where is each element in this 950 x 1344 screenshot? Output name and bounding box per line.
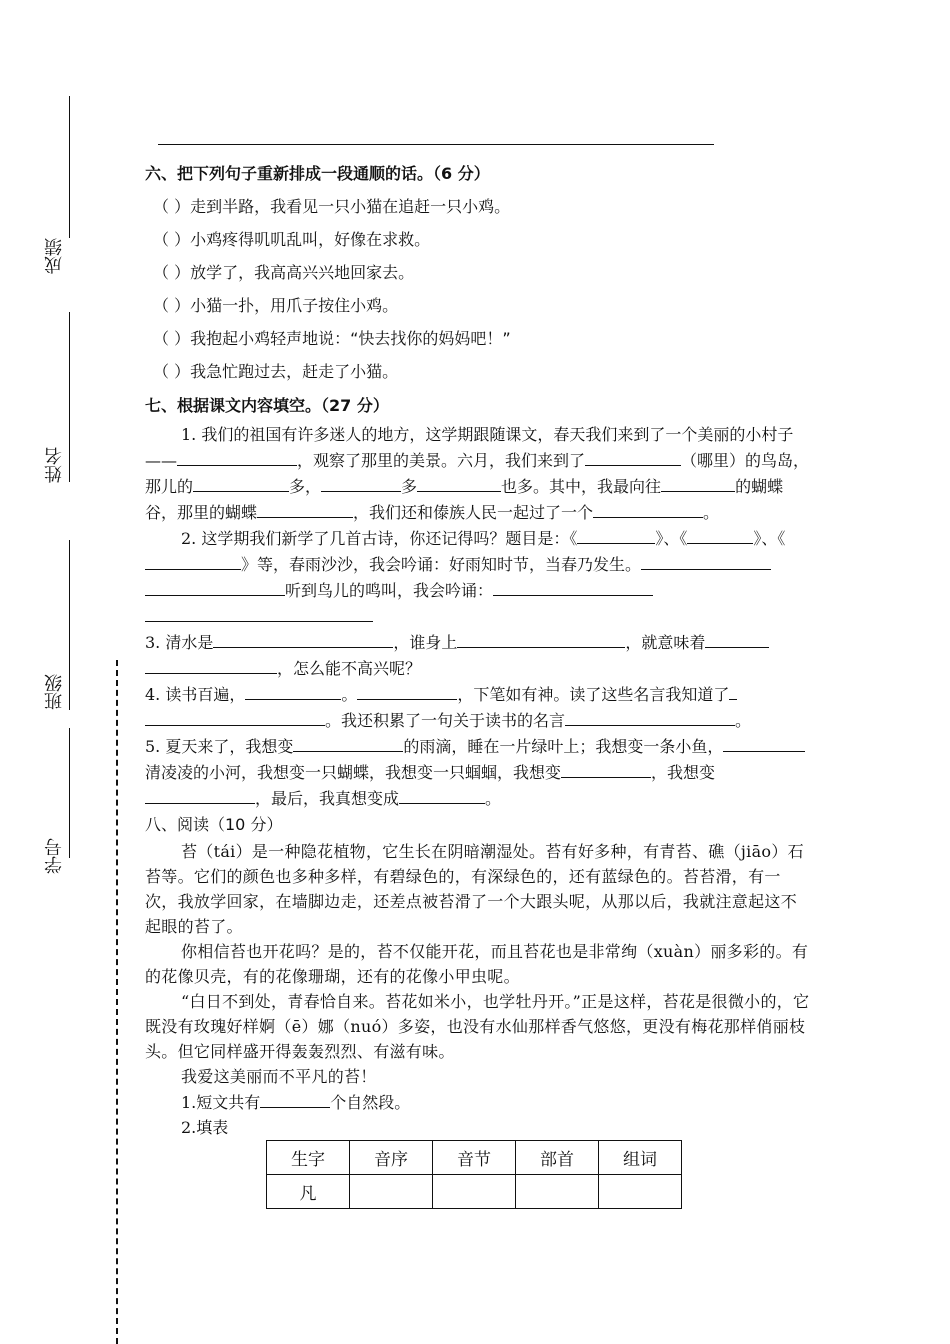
answer-blank[interactable] xyxy=(321,473,401,492)
table-cell[interactable] xyxy=(350,1175,433,1209)
table-header: 组词 xyxy=(599,1141,682,1175)
q2-text: 》等，春雨沙沙，我会吟诵：好雨知时节，当春乃发生。 xyxy=(241,555,642,574)
answer-blank[interactable] xyxy=(565,707,735,726)
reading-question-1 xyxy=(145,1089,810,1115)
table-cell[interactable] xyxy=(599,1175,682,1209)
class-label: 班级 xyxy=(44,674,65,710)
answer-blank[interactable] xyxy=(257,499,353,518)
q3-text: 3. 清水是 xyxy=(145,633,214,652)
q4-text: 。 xyxy=(341,685,358,704)
section6-item: （ ）放学了，我高高兴兴地回家去。 xyxy=(153,263,415,282)
answer-blank[interactable] xyxy=(193,473,289,492)
q5-text: 。 xyxy=(485,789,502,808)
section7-question-1 xyxy=(145,422,810,525)
answer-blank[interactable] xyxy=(729,681,737,700)
table-header: 音序 xyxy=(350,1141,433,1175)
q5-text: 清凌凌的小河，我想变一只蝴蝶，我想变一只蝈蝈，我想变 xyxy=(145,763,562,782)
answer-blank[interactable] xyxy=(687,525,753,544)
table-header-row xyxy=(267,1141,682,1175)
q5-text: 5. 夏天来了，我想变 xyxy=(145,737,294,756)
answer-blank[interactable] xyxy=(641,551,771,570)
section6-title: 六、把下列句子重新排成一段通顺的话。（6 分） xyxy=(145,164,490,183)
answer-blank[interactable] xyxy=(293,733,403,752)
class-line xyxy=(69,540,70,710)
section7-question-3 xyxy=(145,629,810,681)
section6-item: （ ）小鸡疼得叽叽乱叫，好像在求救。 xyxy=(153,230,431,249)
reading-question-2: 2.填表 xyxy=(181,1118,229,1137)
q-text: 1.短文共有 xyxy=(181,1093,261,1112)
section6-item: （ ）我抱起小鸡轻声地说：“快去找你的妈妈吧！” xyxy=(153,329,511,348)
top-rule xyxy=(158,144,714,145)
answer-blank[interactable] xyxy=(417,473,501,492)
q1-text: （哪里）的鸟岛，那儿的 xyxy=(145,451,810,496)
q5-text: ，我想变 xyxy=(651,763,716,782)
q1-text: 也多。其中，我最向往 xyxy=(501,477,662,496)
answer-blank[interactable] xyxy=(739,733,805,752)
answer-blank[interactable] xyxy=(145,785,255,804)
table-header: 音节 xyxy=(433,1141,516,1175)
q3-text: ，谁身上 xyxy=(393,633,458,652)
binding-dashed-line xyxy=(116,660,118,1344)
section7-question-2 xyxy=(145,525,810,629)
table-cell[interactable] xyxy=(433,1175,516,1209)
section8-title: 八、阅读（10 分） xyxy=(145,815,283,834)
reading-paragraph: 我爱这美丽而不平凡的苔！ xyxy=(181,1067,377,1086)
fill-table xyxy=(266,1140,682,1209)
score-line xyxy=(69,96,70,238)
section7-title: 七、根据课文内容填空。（27 分） xyxy=(145,396,389,415)
answer-blank[interactable] xyxy=(655,447,681,466)
answer-blank[interactable] xyxy=(593,499,703,518)
answer-blank[interactable] xyxy=(260,1089,330,1108)
q1-text: 1. 我们的祖国有许多迷人的地方，这学期跟随课文，春天我们来到了一个美丽的小村子—— xyxy=(145,425,794,470)
q1-text: ，观察了那里的美景。六月，我们来到了 xyxy=(297,451,586,470)
q1-text: ，我们还和傣族人民一起过了一个 xyxy=(353,503,594,522)
q4-text: 。我还积累了一句关于读书的名言 xyxy=(325,711,566,730)
q2-text: 》、《 xyxy=(655,529,688,548)
answer-blank[interactable] xyxy=(457,629,625,648)
id-label: 学号 xyxy=(44,838,65,874)
reading-paragraph: 你相信苔也开花吗？是的，苔不仅能开花，而且苔花也是非常绚（xuàn）丽多彩的。有的花像贝壳，有的花像珊瑚，还有的花像小甲虫呢。 xyxy=(145,942,809,986)
table-cell: 凡 xyxy=(267,1175,350,1209)
answer-blank[interactable] xyxy=(145,603,373,622)
q1-text: 多， xyxy=(289,477,322,496)
section7-question-5 xyxy=(145,733,810,811)
answer-blank[interactable] xyxy=(585,447,655,466)
q4-text: ，下笔如有神。读了这些名言我知道了 xyxy=(457,685,730,704)
answer-blank[interactable] xyxy=(145,707,325,726)
name-label: 姓名 xyxy=(44,447,65,483)
answer-blank[interactable] xyxy=(637,759,651,778)
answer-blank[interactable] xyxy=(177,447,297,466)
q1-text: 的蝴蝶谷，那里的蝴蝶 xyxy=(145,477,784,522)
answer-blank[interactable] xyxy=(213,629,393,648)
reading-passage xyxy=(145,839,810,1089)
q4-text: 。 xyxy=(735,711,752,730)
answer-blank[interactable] xyxy=(561,759,637,778)
table-cell[interactable] xyxy=(516,1175,599,1209)
section7-question-4 xyxy=(145,681,810,733)
q4-text: 4. 读书百遍， xyxy=(145,685,246,704)
table-header: 部首 xyxy=(516,1141,599,1175)
q3-text: ，就意味着 xyxy=(625,633,706,652)
score-label: 成绩 xyxy=(44,238,65,274)
section6-item: （ ）小猫一扑，用爪子按住小鸡。 xyxy=(153,296,399,315)
answer-blank[interactable] xyxy=(245,681,341,700)
answer-blank[interactable] xyxy=(577,525,655,544)
reading-paragraph: “白日不到处，青春恰自来。苔花如米小，也学牡丹开。”正是这样，苔花是很微小的，它既没有玫瑰好样婀（ē）娜（nuó）多姿，也没有水仙那样香气悠悠，更没有梅花那样俏丽枝头。但它同样盛开得轰轰烈烈、有滋有味。 xyxy=(145,992,810,1061)
reading-paragraph: 苔（tái）是一种隐花植物，它生长在阴暗潮湿处。苔有好多种，有青苔、礁（jiāo）石苔等。它们的颜色也多种多样，有碧绿色的，有深绿色的，还有蓝绿色的。苔苔滑，有一次，我放学回家，在墙脚边走，还差点被苔滑了一个大跟头呢，从那以后，我就注意起这不起眼的苔了。 xyxy=(145,842,804,936)
id-line xyxy=(69,728,70,858)
answer-blank[interactable] xyxy=(399,785,485,804)
answer-blank[interactable] xyxy=(723,733,739,752)
q2-text: 听到鸟儿的鸣叫，我会吟诵： xyxy=(285,581,494,600)
table-header: 生字 xyxy=(267,1141,350,1175)
table-row xyxy=(267,1175,682,1209)
q3-text: ，怎么能不高兴呢？ xyxy=(277,659,422,678)
answer-blank[interactable] xyxy=(145,551,241,570)
q2-text: 2. 这学期我们新学了几首古诗，你还记得吗？题目是：《 xyxy=(181,529,578,548)
answer-blank[interactable] xyxy=(661,473,735,492)
name-line xyxy=(69,312,70,482)
q5-text: 的雨滴，睡在一片绿叶上；我想变一条小鱼， xyxy=(403,737,724,756)
answer-blank[interactable] xyxy=(145,655,277,674)
q1-text: 。 xyxy=(703,503,720,522)
answer-blank[interactable] xyxy=(357,681,457,700)
answer-blank[interactable] xyxy=(705,629,769,648)
section6-item: （ ）走到半路，我看见一只小猫在追赶一只小鸡。 xyxy=(153,197,511,216)
q1-text: 多 xyxy=(401,477,418,496)
answer-blank[interactable] xyxy=(145,577,285,596)
answer-blank[interactable] xyxy=(493,577,653,596)
q5-text: ，最后，我真想变成 xyxy=(255,789,400,808)
q2-text: 》、《 xyxy=(753,529,786,548)
q-text: 个自然段。 xyxy=(330,1093,411,1112)
section6-item: （ ）我急忙跑过去，赶走了小猫。 xyxy=(153,362,399,381)
exam-content xyxy=(145,158,810,1140)
